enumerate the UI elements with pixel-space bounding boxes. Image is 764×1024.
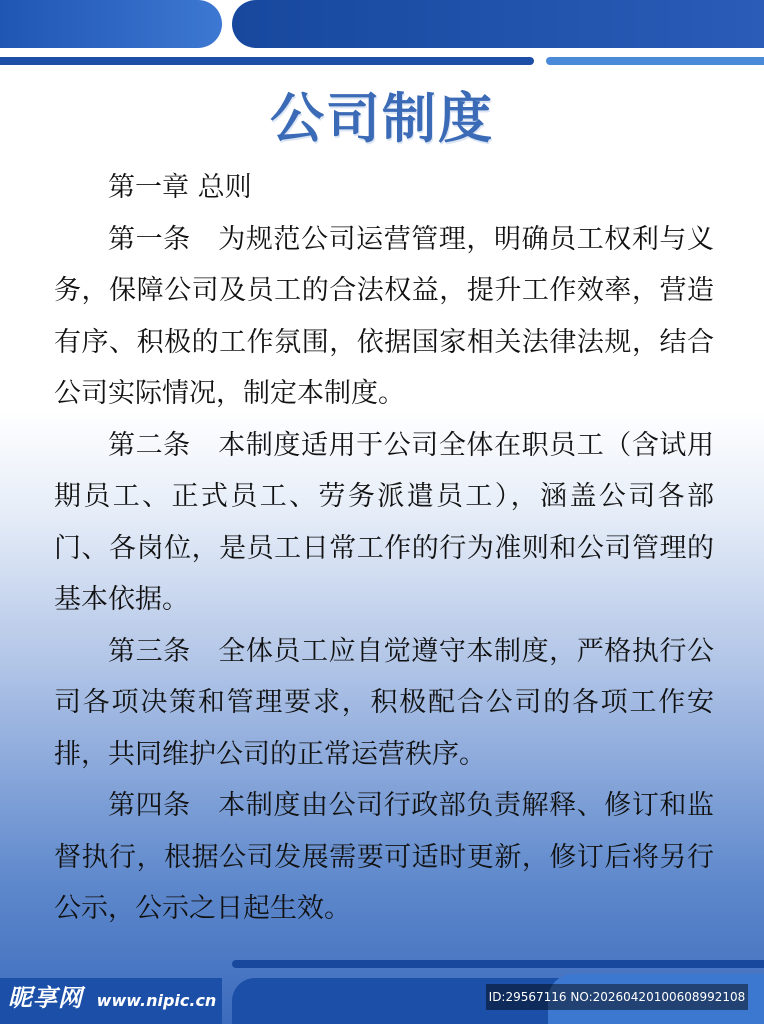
top-decoration (0, 0, 764, 70)
top-decor-line-right (546, 57, 764, 65)
watermark-url: www.nipic.cn (96, 991, 217, 1010)
article-1: 第一条 为规范公司运营管理，明确员工权利与义务，保障公司及员工的合法权益，提升工作效率，营造有序、积极的工作氛围，依据国家相关法律法规，结合公司实际情况，制定本制度。 (54, 223, 714, 409)
top-decor-line-left (0, 57, 534, 65)
chapter-heading: 第一章 总则 (108, 172, 252, 203)
document-body (54, 162, 714, 935)
top-decor-pill-right (232, 0, 764, 48)
watermark-id: ID:29567116 NO:20260420100608992108 (486, 984, 748, 1010)
top-decor-pill-left (0, 0, 222, 48)
watermark-logo (8, 980, 216, 1016)
article-2: 第二条 本制度适用于公司全体在职员工（含试用期员工、正式员工、劳务派遣员工），涵盖公司各部门、各岗位，是员工日常工作的行为准则和公司管理的基本依据。 (54, 429, 714, 615)
bottom-decor-line (232, 960, 764, 968)
article-4: 第四条 本制度由公司行政部负责解释、修订和监督执行，根据公司发展需要可适时更新，修订后将另行公示，公示之日起生效。 (54, 790, 714, 924)
article-3: 第三条 全体员工应自觉遵守本制度，严格执行公司各项决策和管理要求，积极配合公司的各项工作安排，共同维护公司的正常运营秩序。 (54, 635, 714, 770)
page-title: 公司制度 (270, 87, 494, 150)
watermark-logo-text: 昵享网 (8, 984, 83, 1012)
